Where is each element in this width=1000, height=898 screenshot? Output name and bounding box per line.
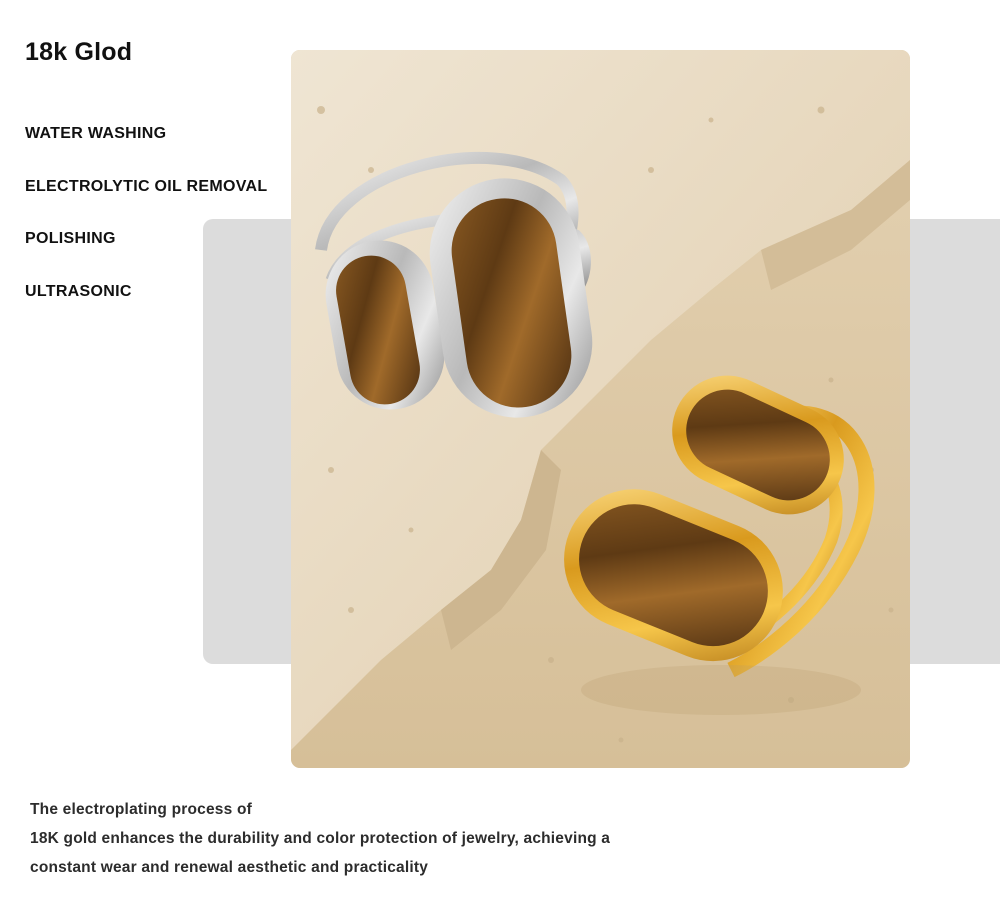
- caption-text: [30, 795, 610, 882]
- process-item-water-washing: WATER WASHING: [25, 125, 167, 142]
- page-title: 18k Glod: [25, 38, 133, 66]
- caption-line-2: 18K gold enhances the durability and color protection of jewelry, achieving a: [30, 830, 611, 847]
- process-item-electrolytic-oil-removal: ELECTROLYTIC OIL REMOVAL: [25, 177, 268, 195]
- caption-line-1: The electroplating process of: [30, 801, 252, 818]
- caption-line-3: constant wear and renewal aesthetic and practicality: [30, 859, 429, 876]
- product-photo: [291, 50, 910, 768]
- rings-on-stone-image: [291, 50, 910, 768]
- process-item-ultrasonic: ULTRASONIC: [25, 282, 132, 300]
- process-item-polishing: POLISHING: [25, 230, 116, 247]
